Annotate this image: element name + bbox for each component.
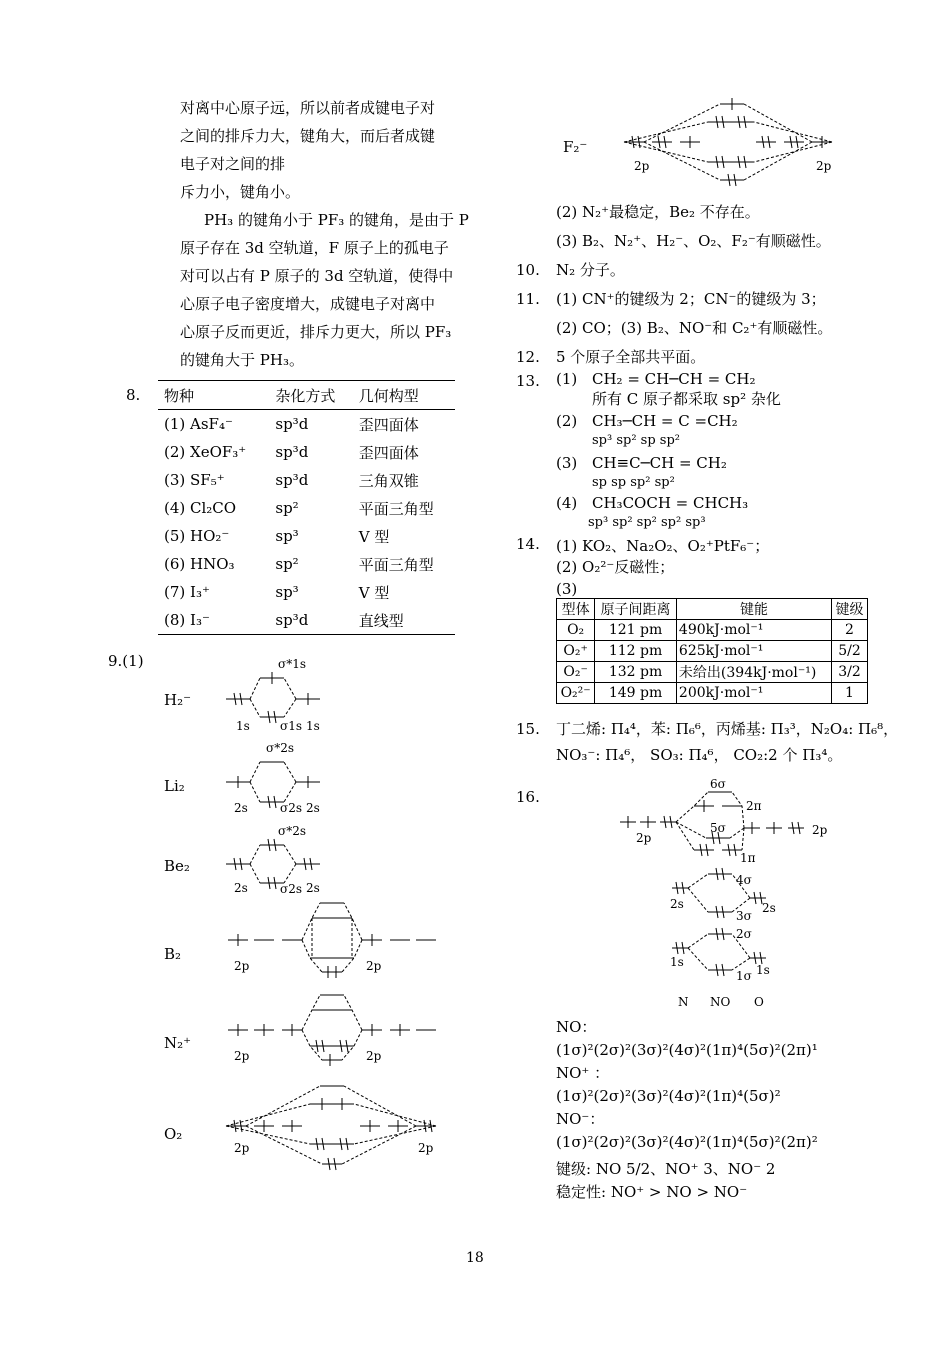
orbital-label: σ*1s — [278, 657, 306, 671]
table-header: 键能 — [676, 599, 831, 620]
table-row — [557, 620, 868, 641]
table-cell: (7) I₃⁺ — [164, 583, 210, 601]
table-header: 几何构型 — [353, 381, 455, 410]
mo-label: 2σ — [736, 927, 752, 941]
orbital-label: 2p — [366, 959, 382, 973]
table-cell: (5) HO₂⁻ — [164, 527, 230, 545]
q12-number: 12. — [516, 348, 540, 366]
table-cell: 未给出(394kJ·mol⁻¹) — [676, 662, 831, 683]
table-cell: 112 pm — [595, 641, 677, 662]
orbital-label: σ*2s — [266, 741, 294, 755]
q13-3-hybrid: sp sp sp² sp² — [592, 475, 675, 490]
nop-label: NO⁺ ： — [556, 1064, 610, 1082]
table-cell: sp² — [275, 499, 299, 517]
table-cell: 歪四面体 — [358, 415, 419, 434]
table-cell: (2) XeOF₃⁺ — [164, 443, 247, 461]
species-h2-minus: H₂⁻ — [164, 691, 192, 709]
orbital-label: 1s — [306, 719, 320, 733]
q13-1-label: (1) — [556, 370, 578, 388]
table-cell: 直线型 — [353, 606, 455, 635]
table-cell: 5/2 — [832, 641, 868, 662]
table-cell: O₂²⁻ — [557, 683, 595, 704]
table-header: 物种 — [158, 381, 269, 410]
q9-part2: (2) N₂⁺最稳定，Be₂ 不存在。 — [556, 203, 760, 221]
orbital-label: 2p — [366, 1049, 382, 1063]
species-n2-plus: N₂⁺ — [164, 1034, 192, 1052]
nom-label: NO⁻： — [556, 1110, 605, 1128]
b2-diagram — [228, 903, 436, 978]
page-number: 18 — [466, 1250, 484, 1266]
table-cell: 121 pm — [595, 620, 677, 641]
text-line: 原子存在 3d 空轨道，F 原子上的孤电子 — [180, 239, 449, 257]
table-cell: 490kJ·mol⁻¹ — [676, 620, 831, 641]
table-cell: 200kJ·mol⁻¹ — [676, 683, 831, 704]
q11-part1: (1) CN⁺的键级为 2；CN⁻的键级为 3； — [556, 290, 826, 308]
ao-label: 2s — [762, 901, 776, 915]
text-line: 电子对之间的排 — [180, 155, 286, 173]
mo-label: 1σ — [736, 969, 752, 983]
table-cell: O₂⁻ — [557, 662, 595, 683]
orbital-label: 2s — [306, 881, 320, 895]
mo-label: 4σ — [736, 873, 752, 887]
q15-line1: 丁二烯: Π₄⁴，苯: Π₆⁶，丙烯基: Π₃³，N₂O₄: Π₆⁸， — [556, 720, 899, 738]
oxygen-species-table — [556, 598, 868, 704]
h2-minus-diagram — [226, 672, 320, 723]
mo-label: 6σ — [710, 777, 726, 791]
table-cell: V 型 — [358, 527, 390, 546]
table-cell: 3/2 — [832, 662, 868, 683]
q13-4-hybrid: sp³ sp² sp² sp² sp³ — [588, 515, 706, 530]
q14-part3: (3) — [556, 580, 578, 598]
q15-number: 15. — [516, 720, 540, 738]
orbital-label: σ1s — [280, 719, 302, 733]
table-cell: 2 — [832, 620, 868, 641]
table-cell: 平面三角型 — [358, 499, 434, 518]
table-cell: 625kJ·mol⁻¹ — [676, 641, 831, 662]
text-line: 斥力小，键角小。 — [180, 183, 301, 201]
no-mo-diagram — [600, 770, 840, 1010]
orbital-label: 2p — [634, 159, 650, 173]
table-header: 型体 — [557, 599, 595, 620]
q13-4-formula: CH₃COCH = CHCH₃ — [592, 494, 749, 512]
table-cell: 132 pm — [595, 662, 677, 683]
table-cell: 歪四面体 — [358, 443, 419, 462]
q13-3-formula: CH≡C─CH = CH₂ — [592, 454, 727, 472]
table-row — [557, 662, 868, 683]
table-header: 键级 — [832, 599, 868, 620]
atom-label: N — [678, 995, 689, 1009]
nop-config: (1σ)²(2σ)²(3σ)²(4σ)²(1π)⁴(5σ)² — [556, 1087, 781, 1105]
q10-answer: N₂ 分子。 — [556, 261, 625, 279]
table-cell: sp³d — [269, 606, 352, 635]
no-label: NO： — [556, 1018, 597, 1036]
table-cell: (1) AsF₄⁻ — [164, 415, 233, 433]
text-line: 心原子反而更近，排斥力更大，所以 PF₃ — [180, 323, 452, 341]
table-cell: O₂ — [557, 620, 595, 641]
text-line: 对离中心原子远，所以前者成键电子对 — [180, 99, 436, 117]
q16-number: 16. — [516, 788, 540, 806]
table-header: 原子间距离 — [595, 599, 677, 620]
q13-2-label: (2) — [556, 412, 578, 430]
table-cell: 三角双锥 — [358, 471, 419, 490]
ao-label: 2p — [636, 831, 652, 845]
atom-label: O — [754, 995, 764, 1009]
ao-label: 1s — [756, 963, 770, 977]
q14-number: 14. — [516, 535, 540, 553]
text-line: 的键角大于 PH₃。 — [180, 351, 304, 369]
q15-line2: NO₃⁻: Π₄⁶， SO₃: Π₄⁶， CO₂:2 个 Π₃⁴。 — [556, 746, 843, 764]
q13-3-label: (3) — [556, 454, 578, 472]
table-cell: sp² — [275, 555, 299, 573]
text-line: PH₃ 的键角小于 PF₃ 的键角，是由于 P — [204, 211, 469, 229]
n2-plus-diagram — [228, 995, 436, 1066]
q9-part3: (3) B₂、N₂⁺、H₂⁻、O₂、F₂⁻有顺磁性。 — [556, 232, 831, 250]
text-line: 心原子电子密度增大，成键电子对离中 — [180, 295, 436, 313]
table-cell: 平面三角型 — [358, 555, 434, 574]
text-line: 之间的排斥力大，键角大，而后者成键 — [180, 127, 436, 145]
stability: 稳定性: NO⁺ > NO > NO⁻ — [556, 1183, 748, 1201]
mo-label: 5σ — [710, 821, 726, 835]
table-cell: sp³d — [275, 443, 309, 461]
table-cell: (3) SF₅⁺ — [164, 471, 225, 489]
orbital-label: 2s — [234, 881, 248, 895]
mo-label: 2π — [746, 799, 762, 813]
table-cell: 1 — [832, 683, 868, 704]
table-cell: sp³d — [275, 415, 309, 433]
orbital-label: 1s — [236, 719, 250, 733]
table-cell: sp³d — [275, 471, 309, 489]
orbital-label: 2s — [306, 801, 320, 815]
orbital-label: 2s — [234, 801, 248, 815]
table-cell: (6) HNO₃ — [164, 555, 235, 573]
atom-label: NO — [710, 995, 731, 1009]
species-o2: O₂ — [164, 1125, 183, 1143]
f2-minus-diagram — [624, 98, 832, 186]
ao-label: 2s — [670, 897, 684, 911]
q13-1-formula: CH₂ = CH─CH = CH₂ — [592, 370, 756, 388]
species-li2: Li₂ — [164, 777, 185, 795]
table-cell: (4) Cl₂CO — [164, 499, 237, 517]
no-config: (1σ)²(2σ)²(3σ)²(4σ)²(1π)⁴(5σ)²(2π)¹ — [556, 1041, 818, 1059]
q13-1-note: 所有 C 原子都采取 sp² 杂化 — [592, 390, 781, 408]
table-cell: (8) I₃⁻ — [158, 606, 269, 635]
ao-label: 2p — [812, 823, 828, 837]
orbital-label: 2p — [418, 1141, 434, 1155]
table-header: 杂化方式 — [269, 381, 352, 410]
table-row — [557, 683, 868, 704]
orbital-label: 2p — [234, 959, 250, 973]
ao-label: 1s — [670, 955, 684, 969]
species-b2: B₂ — [164, 945, 182, 963]
species-be2: Be₂ — [164, 857, 190, 875]
table-cell: sp³ — [275, 583, 299, 601]
q14-part1: (1) KO₂、Na₂O₂、O₂⁺PtF₆⁻； — [556, 537, 770, 555]
species-f2-minus: F₂⁻ — [563, 138, 588, 156]
q14-part2: (2) O₂²⁻反磁性； — [556, 558, 675, 576]
text-line: 对可以占有 P 原子的 3d 空轨道，使得中 — [180, 267, 454, 285]
q11-number: 11. — [516, 290, 540, 308]
orbital-label: σ2s — [280, 882, 302, 896]
nom-config: (1σ)²(2σ)²(3σ)²(4σ)²(1π)⁴(5σ)²(2π)² — [556, 1133, 818, 1151]
table-cell: 149 pm — [595, 683, 677, 704]
bond-order: 键级: NO 5/2、NO⁺ 3、NO⁻ 2 — [556, 1160, 776, 1178]
table-row — [557, 641, 868, 662]
q11-part2: (2) CO；(3) B₂、NO⁻和 C₂⁺有顺磁性。 — [556, 319, 833, 337]
table-cell: sp³ — [275, 527, 299, 545]
orbital-label: σ2s — [280, 801, 302, 815]
orbital-label: σ*2s — [278, 824, 306, 838]
q13-2-formula: CH₃─CH = C =CH₂ — [592, 412, 738, 430]
q13-4-label: (4) — [556, 494, 578, 512]
q8-number: 8. — [126, 386, 141, 404]
table-cell: O₂⁺ — [557, 641, 595, 662]
orbital-label: 2p — [816, 159, 832, 173]
q9-number: 9.(1) — [108, 652, 144, 670]
o2-diagram — [226, 1086, 436, 1170]
q12-answer: 5 个原子全部共平面。 — [556, 348, 706, 366]
orbital-label: 2p — [234, 1141, 250, 1155]
q13-number: 13. — [516, 372, 540, 390]
mo-label: 1π — [740, 851, 756, 865]
q10-number: 10. — [516, 261, 540, 279]
orbital-label: 2p — [234, 1049, 250, 1063]
table-cell: V 型 — [358, 583, 390, 602]
q13-2-hybrid: sp³ sp² sp sp² — [592, 433, 681, 448]
mo-label: 3σ — [736, 909, 752, 923]
